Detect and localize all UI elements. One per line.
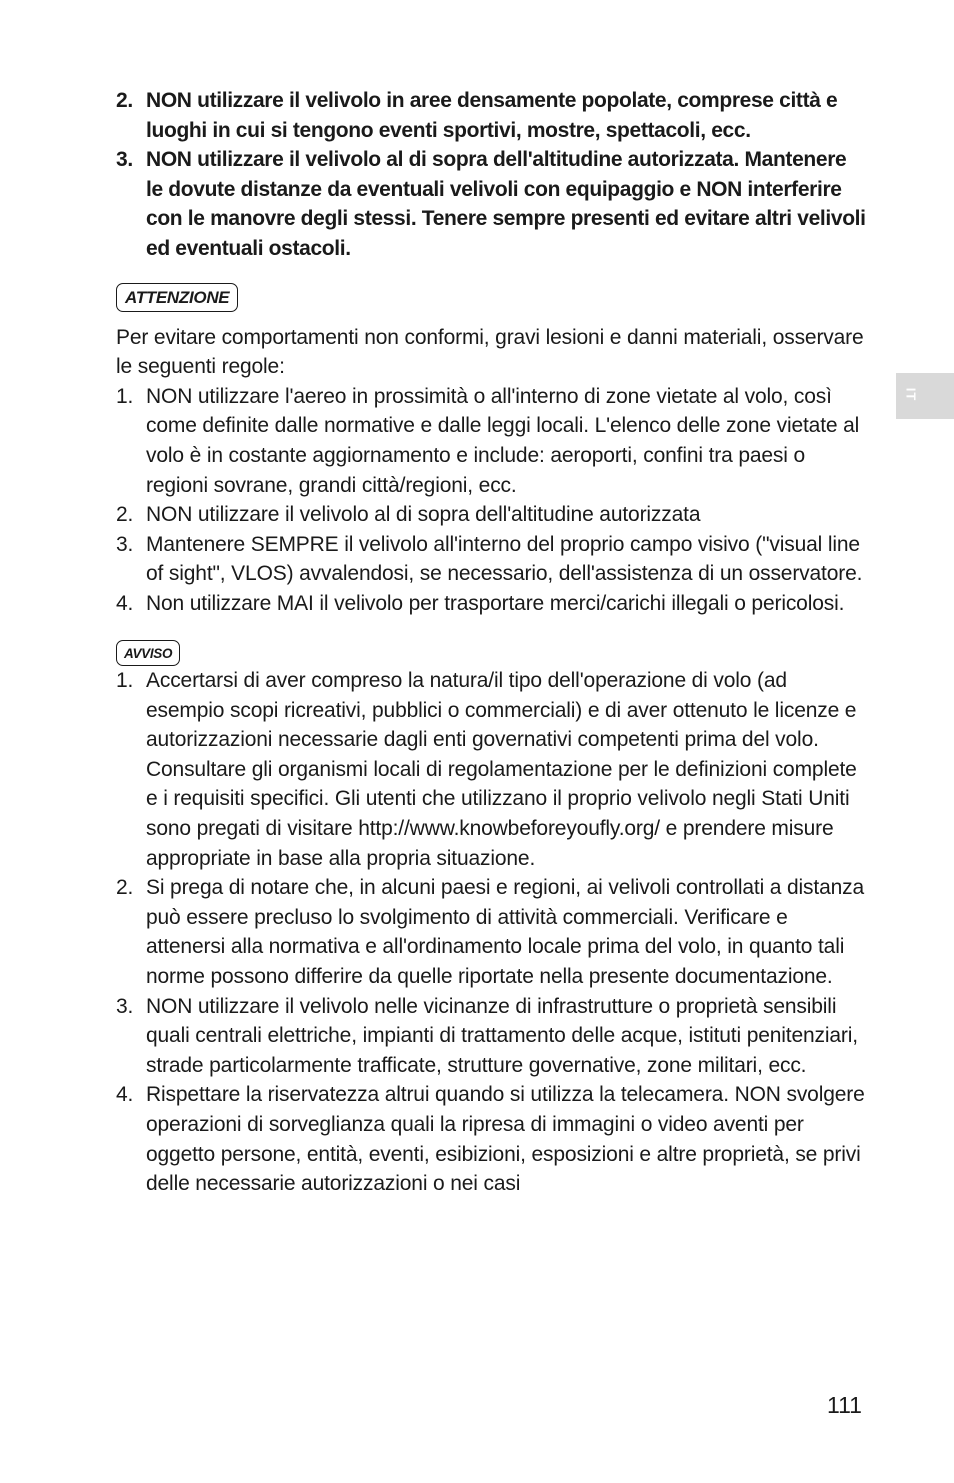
list-item-text: NON utilizzare il velivolo al di sopra dell'altitudine autorizzata (146, 503, 701, 527)
list-item-text: NON utilizzare il velivolo nelle vicinanze di infrastrutture o proprietà sensibili quali centrali elettriche, impianti di trattamento delle acque, istituti penitenziari, strade particolarmente trafficate, strutture governative, zone militari, ecc. (146, 994, 858, 1077)
avviso-label: AVVISO (116, 640, 180, 667)
list-item (116, 992, 868, 1081)
list-item (116, 500, 868, 530)
language-side-tab (896, 373, 954, 419)
list-item (116, 1080, 868, 1198)
list-item (116, 666, 868, 873)
list-item-text: NON utilizzare l'aereo in prossimità o all'interno di zone vietate al volo, così come definite dalle normative e dalle leggi locali. L'elenco delle zone vietate al volo è in costante aggiornamento e include: aeroporti, confini tra paesi o regioni sovrane, grandi città/regioni, ecc. (146, 384, 860, 497)
list-item-number: 3. (116, 994, 134, 1018)
avviso-list (116, 666, 868, 1199)
list-item-number: 4. (116, 591, 134, 615)
list-item (116, 873, 868, 991)
list-item (116, 530, 868, 589)
list-item-text: NON utilizzare il velivolo al di sopra dell'altitudine autorizzata. Mantenere le dovute distanze da eventuali velivoli con equipaggio e NON interferire con le manovre degli stessi. Tenere sempre presenti ed evitare altri velivoli ed eventuali ostacoli. (146, 148, 866, 260)
list-item-text: Rispettare la riservatezza altrui quando si utilizza la telecamera. NON svolgere operazioni di sorveglianza quali la ripresa di immagini o video aventi per oggetto persone, entità, eventi, esibizioni, esposizioni e altre proprietà, se privi delle necessarie autorizzazioni o nei casi (146, 1083, 865, 1196)
list-item-number: 1. (116, 669, 134, 692)
list-item-text: Non utilizzare MAI il velivolo per trasportare merci/carichi illegali o pericolosi. (146, 591, 845, 615)
manual-page-content (116, 86, 868, 1199)
list-item-number: 2. (116, 503, 134, 527)
list-item (116, 382, 868, 500)
attenzione-list (116, 382, 868, 619)
list-item-number: 1. (116, 384, 134, 408)
list-item (116, 145, 868, 263)
list-item-number: 3. (116, 148, 133, 172)
list-item-text: Accertarsi di aver compreso la natura/il tipo dell'operazione di volo (ad esempio scopi ricreativi, pubblici o commerciali) e di aver ottenuto le licenze e autorizzazioni necessarie dagli enti governativi competenti prima del volo. Consultare gli organismi locali di regolamentazione per le definizioni complete e i requisiti specifici. Gli utenti che utilizzano il proprio velivolo negli Stati Uniti sono pregati di visitare http://www.knowbeforeyoufly.org/ e prendere misure appropriate in base alla propria situazione. (146, 669, 857, 870)
language-tab-label: IT (903, 387, 919, 402)
list-item-number: 2. (116, 89, 133, 112)
list-item (116, 86, 868, 145)
list-item-number: 2. (116, 876, 134, 900)
list-item-number: 4. (116, 1083, 134, 1107)
list-item (116, 589, 868, 619)
top-numbered-list (116, 86, 868, 264)
list-item-text: Si prega di notare che, in alcuni paesi e regioni, ai velivoli controllati a distanza può essere precluso lo svolgimento di attività commerciali. Verificare e attenersi alla normativa e all'ordinamento locale prima del volo, in quanto tali norme possono differire da quelle riportate nella presente documentazione. (146, 876, 865, 988)
attenzione-intro: Per evitare comportamenti non conformi, gravi lesioni e danni materiali, osservare le seguenti regole: (116, 325, 864, 379)
attenzione-label: ATTENZIONE (116, 283, 238, 312)
list-item-text: NON utilizzare il velivolo in aree densamente popolate, comprese città e luoghi in cui si tengono eventi sportivi, mostre, spettacoli, ecc. (146, 89, 838, 142)
list-item-text: Mantenere SEMPRE il velivolo all'interno del proprio campo visivo ("visual line of sight", VLOS) avvalendosi, se necessario, dell'assistenza di un osservatore. (146, 532, 863, 586)
page-number: 111 (827, 1392, 862, 1418)
list-item-number: 3. (116, 532, 134, 556)
